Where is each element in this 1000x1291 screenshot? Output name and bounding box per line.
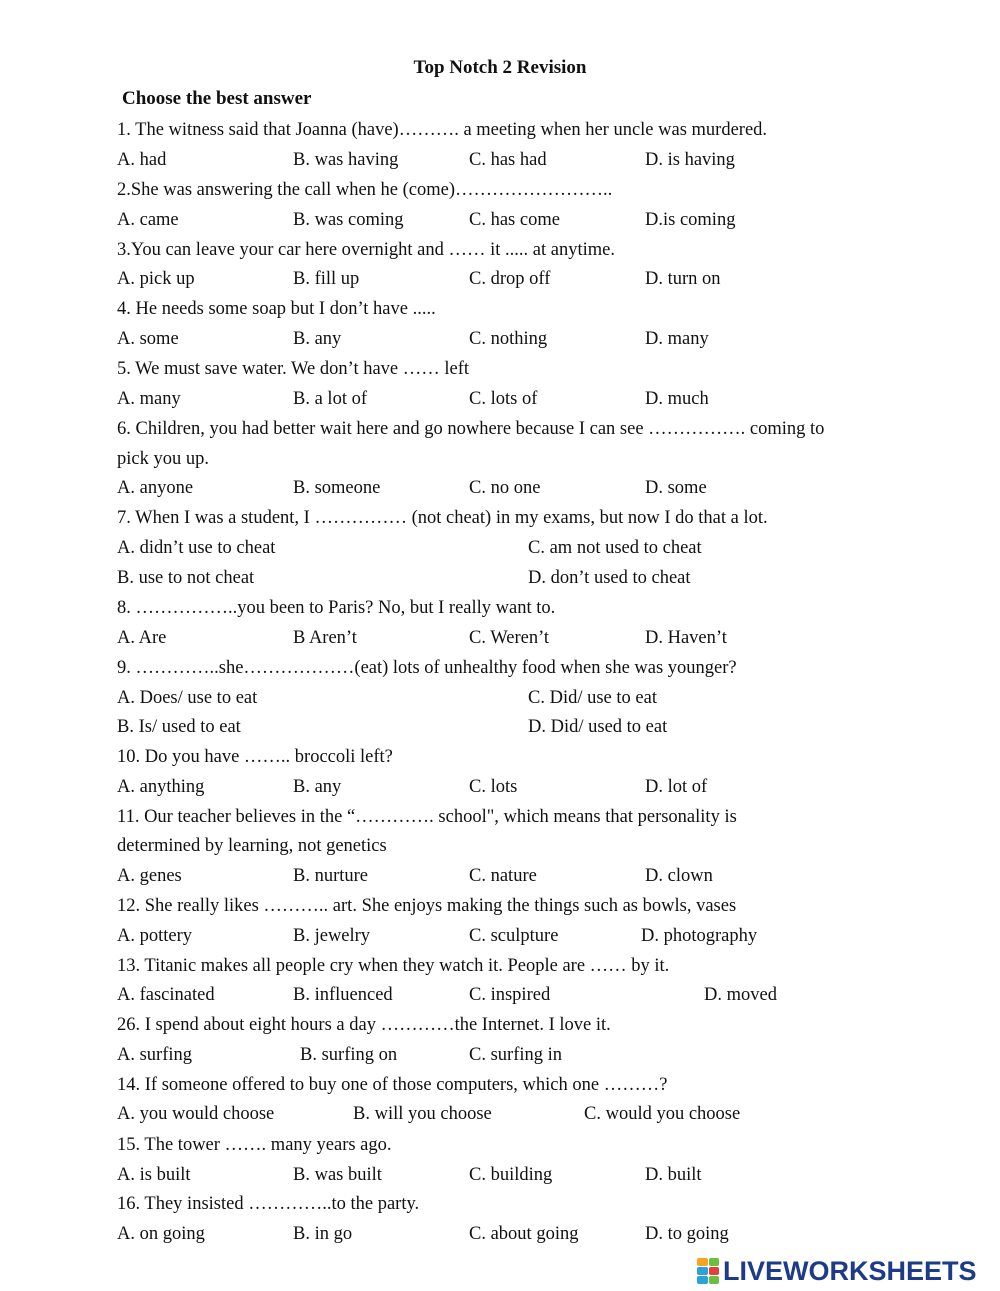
option-b[interactable]: B. was built [293, 1165, 382, 1185]
option-c[interactable]: C. am not used to cheat [528, 538, 702, 558]
option-a[interactable]: A. came [117, 210, 179, 230]
question-13: 13. Titanic makes all people cry when they watch it. People are …… by it. [117, 956, 670, 976]
option-c[interactable]: C. lots [469, 777, 518, 797]
question-4: 4. He needs some soap but I don’t have ..... [117, 299, 436, 319]
option-b[interactable]: B. nurture [293, 866, 369, 886]
option-b[interactable]: B. in go [293, 1224, 353, 1244]
option-d[interactable]: D.is coming [645, 210, 736, 230]
question-11: 11. Our teacher believes in the “…………. school", which means that personality is [117, 807, 737, 827]
option-d[interactable]: D. Did/ used to eat [528, 717, 668, 737]
option-d[interactable]: D. many [645, 329, 709, 349]
option-c[interactable]: C. building [469, 1165, 553, 1185]
question-10: 10. Do you have …….. broccoli left? [117, 747, 393, 767]
option-b[interactable]: B. was coming [293, 210, 404, 230]
option-d[interactable]: D. built [645, 1165, 702, 1185]
option-b[interactable]: B. someone [293, 478, 381, 498]
option-b[interactable]: B. will you choose [353, 1104, 492, 1124]
option-d[interactable]: D. photography [641, 926, 758, 946]
option-a[interactable]: A. pottery [117, 926, 193, 946]
option-b[interactable]: B Aren’t [293, 628, 357, 648]
option-a[interactable]: A. anyone [117, 478, 194, 498]
option-a[interactable]: A. anything [117, 777, 205, 797]
option-d[interactable]: D. lot of [645, 777, 708, 797]
question-7: 7. When I was a student, I …………… (not cheat) in my exams, but now I do that a lot. [117, 508, 768, 528]
option-c[interactable]: C. surfing in [469, 1045, 563, 1065]
option-a[interactable]: A. genes [117, 866, 182, 886]
option-b[interactable]: B. surfing on [300, 1045, 398, 1065]
option-a[interactable]: A. had [117, 150, 167, 170]
logo-text: LIVEWORKSHEETS [723, 1255, 977, 1286]
option-d[interactable]: D. is having [645, 150, 735, 170]
option-c[interactable]: C. has come [469, 210, 560, 230]
option-b[interactable]: B. was having [293, 150, 399, 170]
option-c[interactable]: C. about going [469, 1224, 579, 1244]
option-b[interactable]: B. any [293, 329, 342, 349]
option-d[interactable]: D. clown [645, 866, 713, 886]
option-b[interactable]: B. influenced [293, 985, 393, 1005]
option-c[interactable]: C. sculpture [469, 926, 559, 946]
instruction: Choose the best answer [122, 88, 312, 109]
option-a[interactable]: A. is built [117, 1165, 191, 1185]
option-d[interactable]: D. some [645, 478, 707, 498]
option-a[interactable]: A. many [117, 389, 181, 409]
option-d[interactable]: D. Haven’t [645, 628, 727, 648]
option-a[interactable]: A. fascinated [117, 985, 215, 1005]
option-d[interactable]: D. turn on [645, 269, 721, 289]
option-b[interactable]: B. a lot of [293, 389, 367, 409]
liveworksheets-logo[interactable] [697, 1256, 977, 1286]
question-15: 15. The tower ……. many years ago. [117, 1135, 392, 1155]
question-6-cont: pick you up. [117, 449, 209, 469]
option-b[interactable]: B. fill up [293, 269, 360, 289]
question-11-cont: determined by learning, not genetics [117, 836, 387, 856]
option-a[interactable]: A. you would choose [117, 1104, 275, 1124]
option-c[interactable]: C. would you choose [584, 1104, 741, 1124]
question-8: 8. ……………..you been to Paris? No, but I really want to. [117, 598, 556, 618]
option-c[interactable]: C. no one [469, 478, 541, 498]
question-12: 12. She really likes ……….. art. She enjoys making the things such as bowls, vases [117, 896, 737, 916]
option-c[interactable]: C. drop off [469, 269, 551, 289]
question-2: 2.She was answering the call when he (come)…………………….. [117, 180, 613, 200]
question-16: 16. They insisted …………..to the party. [117, 1194, 420, 1214]
option-a[interactable]: A. Are [117, 628, 167, 648]
question-6: 6. Children, you had better wait here and go nowhere because I can see ……………. coming to [117, 419, 825, 439]
option-c[interactable]: C. nature [469, 866, 537, 886]
page-title: Top Notch 2 Revision [413, 57, 587, 78]
option-c[interactable]: C. Did/ use to eat [528, 688, 657, 708]
option-c[interactable]: C. has had [469, 150, 547, 170]
option-b[interactable]: B. use to not cheat [117, 568, 255, 588]
question-9: 9. …………..she………………(eat) lots of unhealthy food when she was younger? [117, 658, 737, 678]
option-a[interactable]: A. pick up [117, 269, 195, 289]
option-c[interactable]: C. Weren’t [469, 628, 550, 648]
question-1: 1. The witness said that Joanna (have)………. a meeting when her uncle was murdered. [117, 120, 768, 140]
option-d[interactable]: D. to going [645, 1224, 729, 1244]
option-d[interactable]: D. don’t used to cheat [528, 568, 691, 588]
option-b[interactable]: B. any [293, 777, 342, 797]
option-d[interactable]: D. much [645, 389, 709, 409]
logo-mark-icon [697, 1258, 719, 1284]
option-c[interactable]: C. inspired [469, 985, 551, 1005]
option-a[interactable]: A. some [117, 329, 179, 349]
option-a[interactable]: A. didn’t use to cheat [117, 538, 276, 558]
question-26: 26. I spend about eight hours a day …………the Internet. I love it. [117, 1015, 611, 1035]
question-5: 5. We must save water. We don’t have …… left [117, 359, 470, 379]
question-3: 3.You can leave your car here overnight and …… it ..... at anytime. [117, 240, 615, 260]
option-d[interactable]: D. moved [704, 985, 777, 1005]
option-a[interactable]: A. on going [117, 1224, 205, 1244]
option-c[interactable]: C. lots of [469, 389, 538, 409]
option-b[interactable]: B. Is/ used to eat [117, 717, 241, 737]
question-14: 14. If someone offered to buy one of those computers, which one ………? [117, 1075, 668, 1095]
option-b[interactable]: B. jewelry [293, 926, 371, 946]
option-a[interactable]: A. Does/ use to eat [117, 688, 258, 708]
option-c[interactable]: C. nothing [469, 329, 548, 349]
option-a[interactable]: A. surfing [117, 1045, 193, 1065]
